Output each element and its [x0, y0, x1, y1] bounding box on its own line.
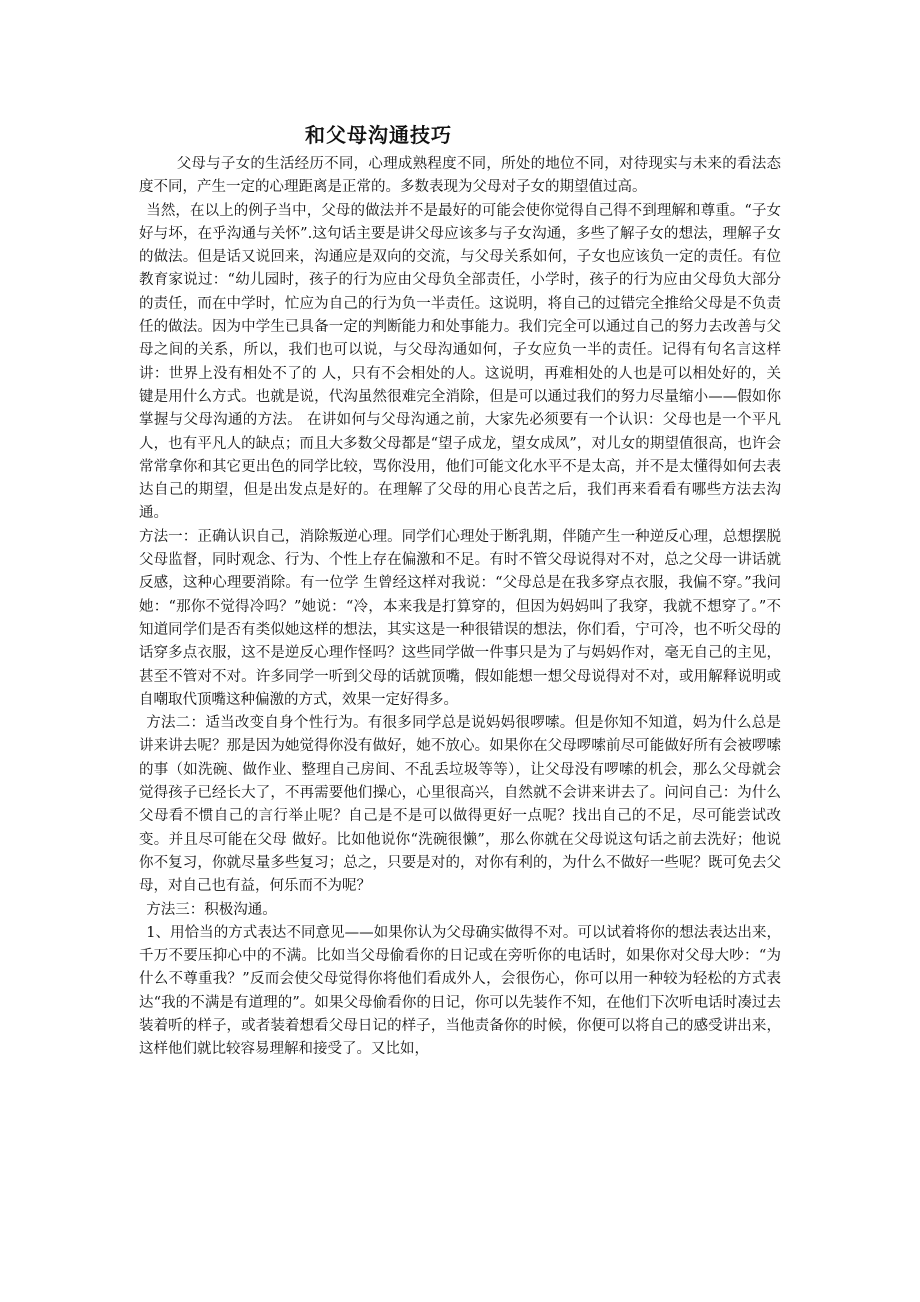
- paragraph-method-three-heading: 方法三：积极沟通。: [146, 901, 277, 918]
- document-title: 和父母沟通技巧: [305, 123, 452, 147]
- paragraph-intro: 父母与子女的生活经历不同，心理成熟程度不同，所处的地位不同，对待现实与未来的看法态度不同，产生一定的心理距离是正常的。多数表现为父母对子女的期望值过高。: [139, 156, 781, 196]
- paragraph-method-one: 方法一：正确认识自己，消除叛逆心理。同学们心理处于断乳期，伴随产生一种逆反心理，总想摆脱父母监督，同时观念、行为、个性上存在偏激和不足。有时不管父母说得对不对，总之父母一讲话就反感，这种心理要消除。有一位学 生曾经这样对我说：“父母总是在我多穿点衣服，我偏不穿。”我问她：“那你不觉得冷吗？”她说：“冷，本来我是打算穿的，但因为妈妈叫了我穿，我就不想穿了。”不知道同学们是否有类似她这样的想法，其实这是一种很错误的想法，你们看，宁可冷，也不听父母的话穿多点衣服，这不是逆反心理作怪吗？这些同学做一件事只是为了与妈妈作对，毫无自己的主见，甚至不管对不对。许多同学一听到父母的话就顶嘴，假如能想一想父母说得对不对，或用解释说明或自嘲取代顶嘴这种偏激的方式，效果一定好得多。: [139, 528, 781, 708]
- paragraph-method-three-item-one: 1、用恰当的方式表达不同意见——如果你认为父母确实做得不对。可以试着将你的想法表达出来，千万不要压抑心中的不满。比如当父母偷看你的日记或在旁听你的电话时，如果你对父母大吵：“为什么不尊重我？”反而会使父母觉得你将他们看成外人，会很伤心，你可以用一种较为轻松的方式表达“我的不满是有道理的”。如果父母偷看你的日记，你可以先装作不知，在他们下次听电话时凑过去装着听的样子，或者装着想看父母日记的样子，当他责备你的时候，你便可以将自己的感受讲出来，这样他们就比较容易理解和接受了。又比如，: [139, 924, 781, 1058]
- document-body: [139, 153, 781, 1062]
- paragraph-responsibility: 当然，在以上的例子当中，父母的做法并不是最好的可能会使你觉得自己得不到理解和尊重。“子女好与坏，在乎沟通与关怀”.这句话主要是讲父母应该多与子女沟通，多些了解子女的想法，理解子女的做法。但是话又说回来，沟通应是双向的交流，与父母关系如何，子女也应该负一定的责任。有位教育家说过：“幼儿园时，孩子的行为应由父母负全部责任，小学时，孩子的行为应由父母负大部分的责任，而在中学时，忙应为自己的行为负一半责任。这说明，将自己的过错完全推给父母是不负责任的做法。因为中学生已具备一定的判断能力和处事能力。我们完全可以通过自己的努力去改善与父母之间的关系，所以，我们也可以说，与父母沟通如何，子女应负一半的责任。记得有句名言这样讲：世界上没有相处不了的 人，只有不会相处的人。这说明，再难相处的人也是可以相处好的，关键是用什么方式。也就是说，代沟虽然很难完全消除，但是可以通过我们的努力尽量缩小——假如你掌握与父母沟通的方法。 在讲如何与父母沟通之前，大家先必须要有一个认识：父母也是一个平凡人，也有平凡人的缺点；而且大多数父母都是“望子成龙，望女成凤”，对儿女的期望值很高，也许会常常拿你和其它更出色的同学比较，骂你没用，他们可能文化水平不是太高，并不是太懂得如何去表达自己的期望，但是出发点是好的。在理解了父母的用心良苦之后，我们再来看看有哪些方法去沟通。: [139, 202, 781, 522]
- paragraph-method-two: 方法二：适当改变自身个性行为。有很多同学总是说妈妈很啰嗦。但是你知不知道，妈为什么总是讲来讲去呢？那是因为她觉得你没有做好，她不放心。如果你在父母啰嗦前尽可能做好所有会被啰嗦的事（如洗碗、做作业、整理自己房间、不乱丢垃圾等等），让父母没有啰嗦的机会，那么父母就会觉得孩子已经长大了，不再需要他们操心，心里很高兴，自然就不会讲来讲去了。问问自己：为什么父母看不惯自己的言行举止呢？自己是不是可以做得更好一点呢？找出自己的不足，尽可能尝试改变。并且尽可能在父母 做好。比如他说你“洗碗很懒”，那么你就在父母说这句话之前去洗好；他说你不复习，你就尽量多些复习；总之，只要是对的，对你有利的，为什么不做好一些呢？既可免去父母，对自己也有益，何乐而不为呢？: [139, 715, 781, 895]
